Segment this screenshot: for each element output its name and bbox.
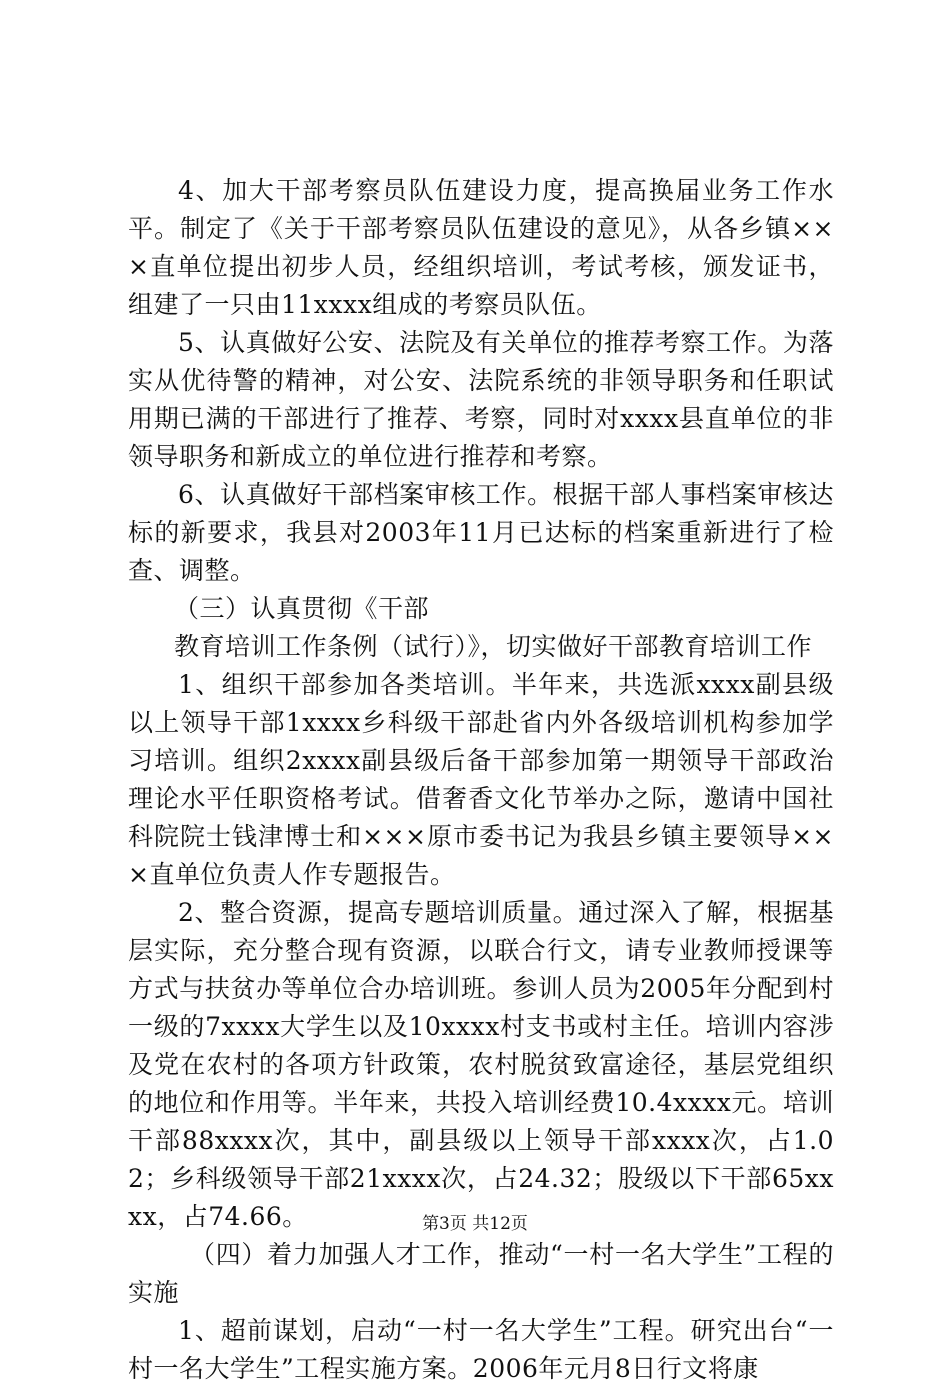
document-body — [128, 172, 834, 1388]
paragraph-police-court-recommendation: 5、认真做好公安、法院及有关单位的推荐考察工作。为落实从优待警的精神，对公安、法院系统的非领导职务和任职试用期已满的干部进行了推荐、考察，同时对xxxx县直单位的非领导职务和新成立的单位进行推荐和考察。 — [128, 328, 834, 471]
paragraph-archive-review: 6、认真做好干部档案审核工作。根据干部人事档案审核达标的新要求，我县对2003年11月已达标的档案重新进行了检查、调整。 — [128, 480, 834, 585]
section-heading-4: （四）着力加强人才工作，推动“一村一名大学生”工程的实施 — [128, 1240, 834, 1307]
paragraph-resource-integration: 2、整合资源，提高专题培训质量。通过深入了解，根据基层实际，充分整合现有资源，以联合行文，请专业教师授课等方式与扶贫办等单位合办培训班。参训人员为2005年分配到村一级的7xxxx大学生以及10xxxx村支书或村主任。培训内容涉及党在农村的各项方针政策，农村脱贫致富途径，基层党组织的地位和作用等。半年来，共投入培训经费10.4xxxx元。培训干部88xxxx次，其中，副县级以上领导干部xxxx次，占1.02；乡科级领导干部21xxxx次，占24.32；股级以下干部65xxxx，占74.66。 — [128, 898, 834, 1231]
page-number-footer: 第3页 共12页 — [422, 1214, 528, 1234]
paragraph-one-village-one-graduate: 1、超前谋划，启动“一村一名大学生”工程。研究出台“一村一名大学生”工程实施方案。2006年元月8日行文将康 — [128, 1316, 834, 1383]
section-heading-3-part2: 教育培训工作条例（试行）》，切实做好干部教育培训工作 — [174, 632, 813, 661]
paragraph-cadre-inspector-team: 4、加大干部考察员队伍建设力度，提高换届业务工作水平。制定了《关于干部考察员队伍建设的意见》，从各乡镇×××直单位提出初步人员，经组织培训，考试考核，颁发证书，组建了一只由11xxxx组成的考察员队伍。 — [128, 176, 834, 319]
paragraph-cadre-training: 1、组织干部参加各类培训。半年来，共选派xxxx副县级以上领导干部1xxxx乡科级干部赴省内外各级培训机构参加学习培训。组织2xxxx副县级后备干部参加第一期领导干部政治理论水平任职资格考试。借奢香文化节举办之际，邀请中国社科院院士钱津博士和×××原市委书记为我县乡镇主要领导×××直单位负责人作专题报告。 — [128, 670, 834, 889]
section-heading-3-part1: （三）认真贯彻《干部 — [174, 594, 430, 623]
